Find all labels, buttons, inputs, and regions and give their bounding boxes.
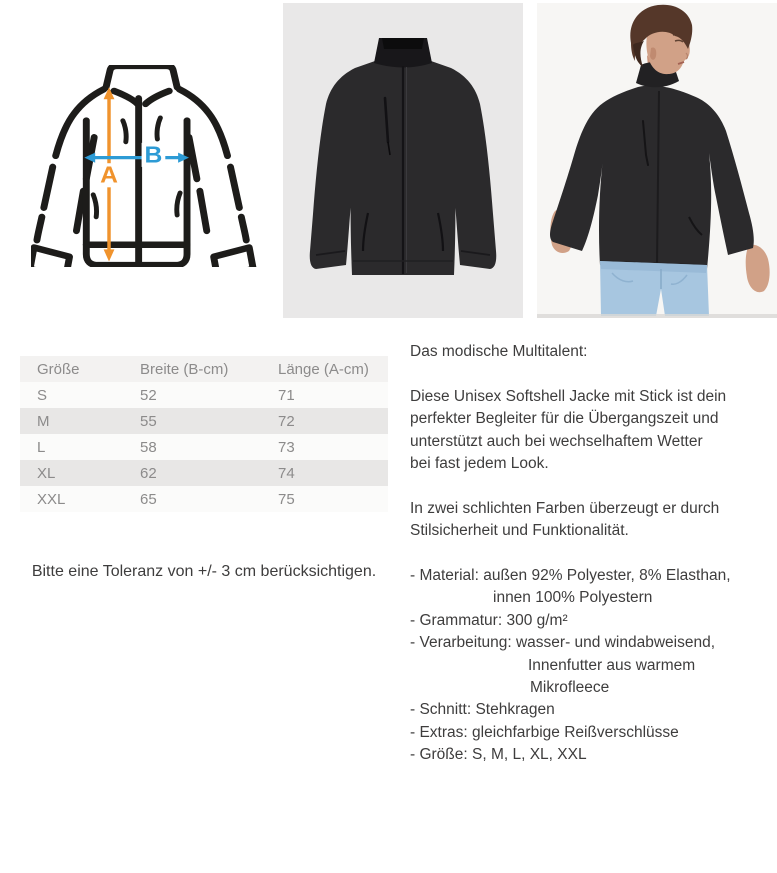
description-line: Diese Unisex Softshell Jacke mit Stick ist dein [410,387,727,405]
description-line: - Grammatur: 300 g/m² [410,611,568,629]
cell-breite: 52 [140,386,157,404]
col-header-groesse: Größe [37,360,80,378]
measure-label-b: B [144,141,163,169]
size-table-row [20,434,388,460]
cell-breite: 62 [140,464,157,482]
product-photo[interactable] [283,3,523,318]
cell-breite: 65 [140,490,157,508]
description-line: bei fast jedem Look. [410,455,549,473]
cell-size: M [37,412,50,430]
diagram-right-cuff [214,248,254,267]
description-line: - Größe: S, M, L, XL, XXL [410,746,587,764]
description-line [410,543,775,565]
description-line: - Verarbeitung: wasser- und windabweisend, [410,634,716,652]
model-ear [650,47,656,59]
model-photo[interactable] [537,3,777,318]
jacket-collar-top [382,38,424,49]
description-line: unterstützt auch bei wechselhaftem Wetter [410,432,703,450]
description-line: Innenfutter aus warmem [528,656,696,674]
cell-size: XXL [37,490,66,508]
cell-laenge: 73 [278,438,295,456]
cell-laenge: 74 [278,464,295,482]
tolerance-note: Bitte eine Toleranz von +/- 3 cm berücksichtigen. [31,563,377,580]
measure-label-a: A [100,162,118,189]
description-line [410,475,775,497]
product-description [410,341,775,767]
size-table-row [20,408,388,434]
col-header-breite: Breite (B-cm) [140,360,229,378]
size-table-row [20,460,388,486]
photo-bottom-edge [537,314,777,318]
description-line: Mikrofleece [530,679,610,697]
col-header-laenge: Länge (A-cm) [278,360,369,378]
size-diagram-image[interactable] [20,44,272,296]
description-line: perfekter Begleiter für die Übergangszeit und [410,410,719,428]
description-line: Das modische Multitalent: [410,343,588,360]
cell-size: XL [37,464,56,482]
size-table-row [20,382,388,408]
description-line: Stilsicherheit und Funktionalität. [410,522,629,540]
jacket-outline-drawing [31,65,268,267]
cell-breite: 58 [140,438,157,456]
diagram-left-cuff [31,248,70,267]
cell-breite: 55 [140,412,157,430]
description-line: innen 100% Polyestern [493,589,653,607]
cell-laenge: 75 [278,490,295,508]
size-table [20,356,388,512]
diagram-collar [106,66,177,87]
cell-laenge: 71 [278,386,295,404]
description-line: - Extras: gleichfarbige Reißverschlüsse [410,723,679,741]
cell-laenge: 72 [278,412,295,430]
size-table-row [20,486,388,512]
description-line: In zwei schlichten Farben überzeugt er durch [410,499,720,517]
description-line [410,363,775,385]
description-line: - Material: außen 92% Polyester, 8% Elasthan, [410,567,731,585]
size-table-header-row [20,356,388,382]
description-line: - Schnitt: Stehkragen [410,701,555,719]
cell-size: S [37,386,48,404]
diagram-right-inner-sleeve [189,137,207,231]
cell-size: L [37,438,46,456]
measure-arrow-a [97,87,122,261]
